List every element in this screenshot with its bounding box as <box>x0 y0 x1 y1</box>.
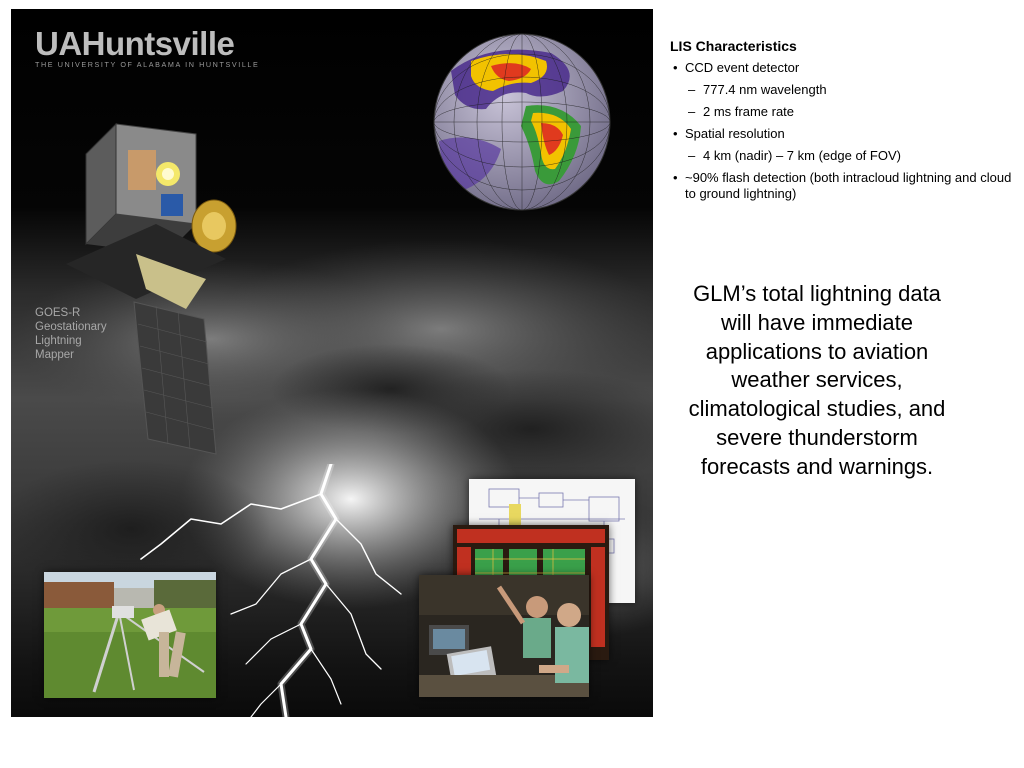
goes-r-label <box>35 306 107 362</box>
bullet-text: 4 km (nadir) – 7 km (edge of FOV) <box>703 148 901 163</box>
goes-label-line: Lightning <box>35 335 82 347</box>
bullet-text: 777.4 nm wavelength <box>703 82 827 97</box>
bullet-mark: • <box>673 170 678 185</box>
lis-sub-bullet <box>670 148 1015 164</box>
engineering-lab-photo <box>419 575 589 697</box>
field-instrument-photo <box>44 572 216 698</box>
lis-bullet <box>670 60 1015 76</box>
lis-sub-bullet <box>670 104 1015 120</box>
lis-bullet <box>670 126 1015 142</box>
uah-logo <box>35 27 259 69</box>
bullet-text: ~90% flash detection (both intracloud lightning and cloud to ground lightning) <box>685 170 1012 201</box>
bullet-mark: • <box>673 60 678 75</box>
bullet-text: Spatial resolution <box>685 126 785 141</box>
goes-r-satellite-illustration <box>56 114 246 459</box>
uah-logo-tagline: THE UNIVERSITY OF ALABAMA IN HUNTSVILLE <box>35 60 260 69</box>
lis-characteristics <box>670 38 1015 208</box>
collage-panel <box>11 9 653 717</box>
lis-title: LIS Characteristics <box>670 38 797 54</box>
lis-bullet <box>670 170 1015 202</box>
goes-label-line: GOES-R <box>35 307 81 319</box>
bullet-mark: – <box>688 82 696 97</box>
bullet-text: 2 ms frame rate <box>703 104 795 119</box>
bullet-text: CCD event detector <box>685 60 800 75</box>
goes-label-line: Geostationary <box>35 321 107 333</box>
bullet-mark: – <box>688 148 696 163</box>
bullet-mark: • <box>673 126 678 141</box>
bullet-mark: – <box>688 104 696 119</box>
goes-label-line: Mapper <box>35 349 74 361</box>
uah-logo-wordmark: UAHuntsville <box>35 25 235 62</box>
glm-statement: GLM’s total lightning data will have immediate applications to aviation weather services, climatological studies, and severe thunderstorm forecasts and warnings. <box>688 281 946 479</box>
earth-lightning-globe <box>431 31 613 213</box>
lis-sub-bullet <box>670 82 1015 98</box>
